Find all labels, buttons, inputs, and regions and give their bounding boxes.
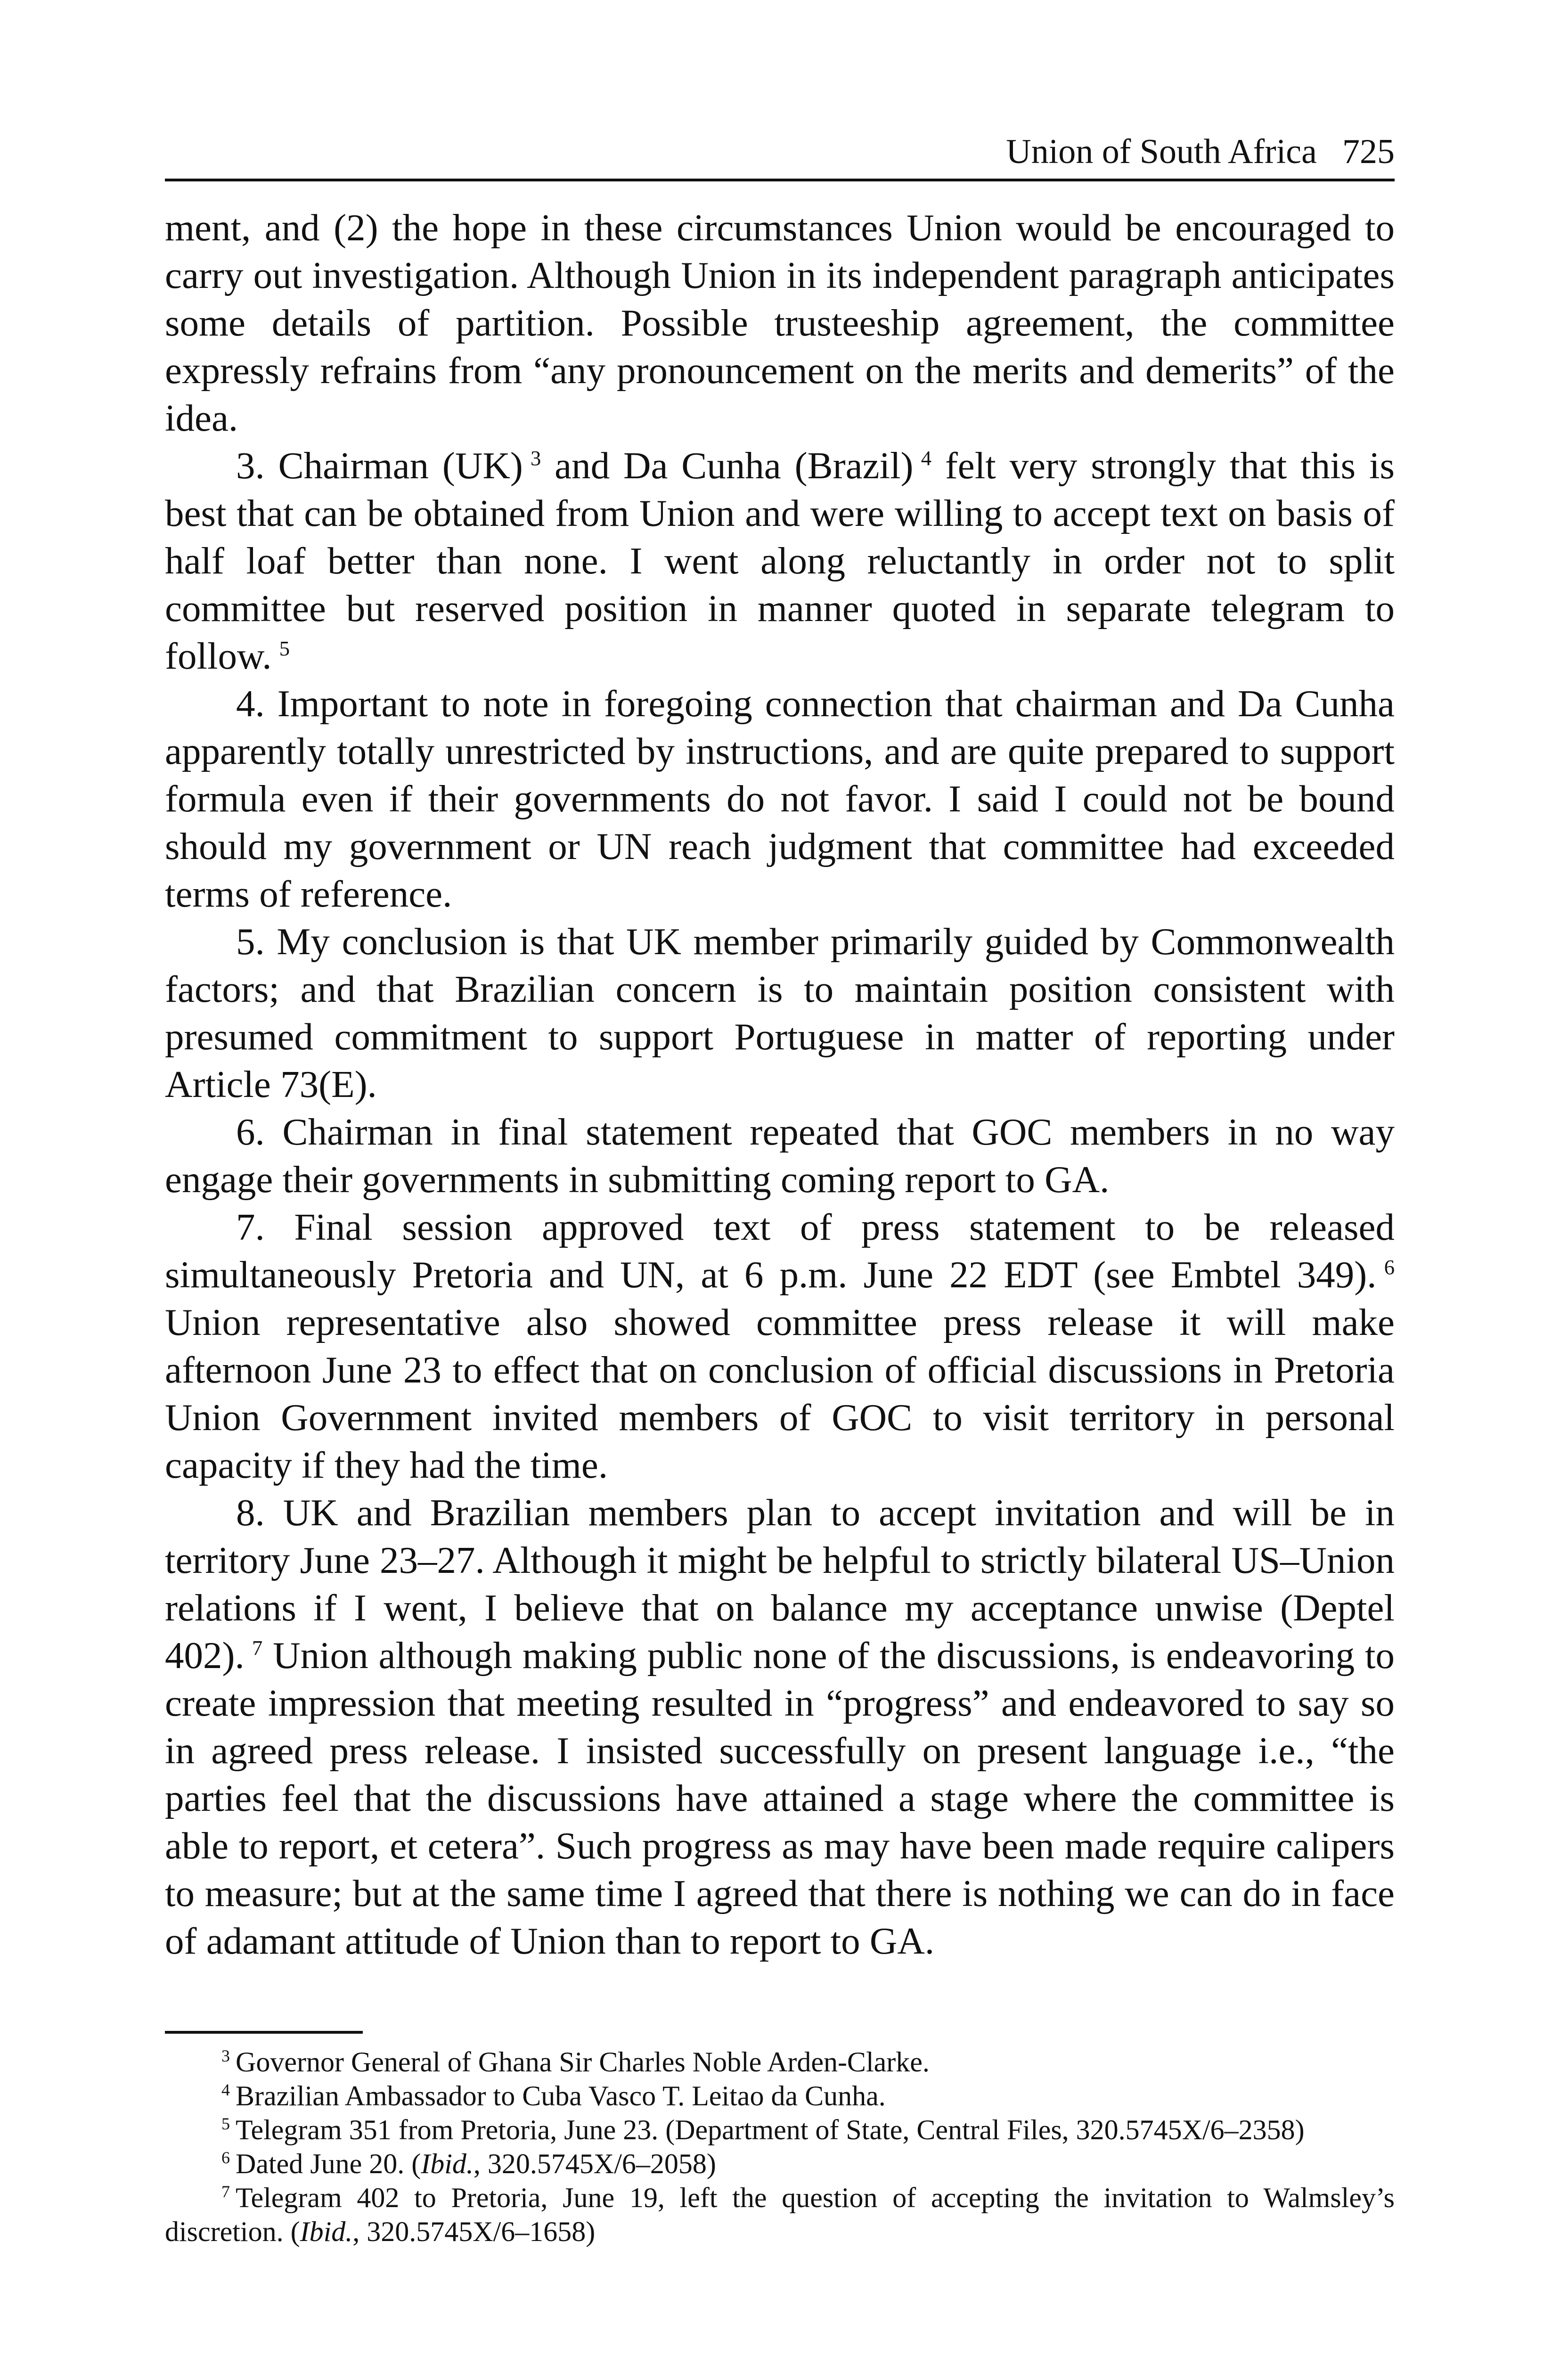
footnote-mark: 7 [221,2182,230,2201]
body-text [165,204,1395,1965]
paragraph-7 [165,1203,1395,1489]
paragraph-text: and Da Cunha (Brazil) [541,444,914,487]
footnote-text: , 320.5745X/6–1658) [352,2216,596,2247]
running-header [165,134,1395,181]
paragraph-text: 8. UK and Brazilian members plan to accept invitation and will be in territory June 23–27. Although it might be helpful to strictly bilateral US–Union relations if I went, I believe that on balance my acceptance unwise (Deptel 402). [165,1491,1395,1677]
paragraph-text: ment, and (2) the hope in these circumstances Union would be encouraged to carry out investigation. Although Union in its independent paragraph anticipates some details of partition. Possible trusteeship agreement, the committee expressly refrains from “any pronouncement on the merits and demerits” of the idea. [165,206,1395,439]
footnote-rule [165,2031,363,2034]
paragraph-text: 7. Final session approved text of press statement to be released simultaneously Pretoria and UN, at 6 p.m. June 22 EDT (see Embtel 349). [165,1206,1395,1296]
paragraph-8 [165,1489,1395,1965]
paragraph-continuation [165,204,1395,442]
footnote-4 [165,2079,1395,2113]
paragraph-text: 5. My conclusion is that UK member primarily guided by Commonwealth factors; and that Brazilian concern is to maintain position consistent with presumed commitment to support Portuguese in matter of reporting under Article 73(E). [165,920,1395,1105]
footnote-text: , 320.5745X/6–2058) [473,2148,716,2179]
footnotes [165,2045,1395,2249]
footnote-mark: 4 [221,2080,230,2099]
paragraph-text: 3. Chairman (UK) [236,444,523,487]
footnote-6 [165,2147,1395,2181]
paragraph-text: 6. Chairman in final statement repeated that GOC members in no way engage their governments in submitting coming report to GA. [165,1111,1395,1201]
footnote-text: Governor General of Ghana Sir Charles Noble Arden-Clarke. [236,2046,930,2078]
paragraph-6 [165,1108,1395,1203]
paragraph-4 [165,680,1395,918]
footnote-ref: 7 [252,1636,263,1660]
footnote-mark: 5 [221,2114,230,2133]
footnote-text: Brazilian Ambassador to Cuba Vasco T. Leitao da Cunha. [236,2080,886,2111]
paragraph-5 [165,918,1395,1108]
paragraph-text: Union although making public none of the discussions, is endeavoring to create impression that meeting resulted in “progress” and endeavored to say so in agreed press release. I insisted successfully on present language i.e., “the parties feel that the discussions have attained a stage where the committee is able to report, et cetera”. Such progress as may have been made require calipers to measure; but at the same time I agreed that there is nothing we can do in face of adamant attitude of Union than to report to GA. [165,1634,1395,1962]
footnote-mark: 6 [221,2148,230,2167]
footnote-ref: 3 [531,446,541,470]
footnote-ref: 4 [921,446,931,470]
footnote-3 [165,2045,1395,2079]
footnote-ref: 6 [1384,1255,1395,1279]
footnote-5 [165,2113,1395,2147]
paragraph-text: felt very strongly that this is best that can be obtained from Union and were willing to accept text on basis of half loaf better than none. I went along reluctantly in order not to split committee but reserved position in manner quoted in separate telegram to follow. [165,444,1395,677]
footnote-mark: 3 [221,2046,230,2065]
footnote-ibid: Ibid. [300,2216,353,2247]
footnote-text: Dated June 20. ( [236,2148,421,2179]
paragraph-3 [165,442,1395,680]
running-title: Union of South Africa [1006,132,1317,171]
footnote-ref: 5 [279,637,290,660]
document-page [165,134,1395,2249]
paragraph-text: Union representative also showed committee press release it will make afternoon June 23 to effect that on conclusion of official discussions in Pretoria Union Government invited members of GOC to visit territory in personal capacity if they had the time. [165,1301,1395,1486]
footnote-7 [165,2181,1395,2249]
footnote-text: Telegram 402 to Pretoria, June 19, left the question of accepting the invitation to Walmsley’s discretion. ( [165,2182,1395,2247]
footnote-text: Telegram 351 from Pretoria, June 23. (Department of State, Central Files, 320.5745X/6–2358) [236,2114,1305,2145]
paragraph-text: 4. Important to note in foregoing connection that chairman and Da Cunha apparently totally unrestricted by instructions, and are quite prepared to support formula even if their governments do not favor. I said I could not be bound should my government or UN reach judgment that committee had exceeded terms of reference. [165,682,1395,915]
footnote-ibid: Ibid. [421,2148,474,2179]
page-number: 725 [1342,132,1395,171]
